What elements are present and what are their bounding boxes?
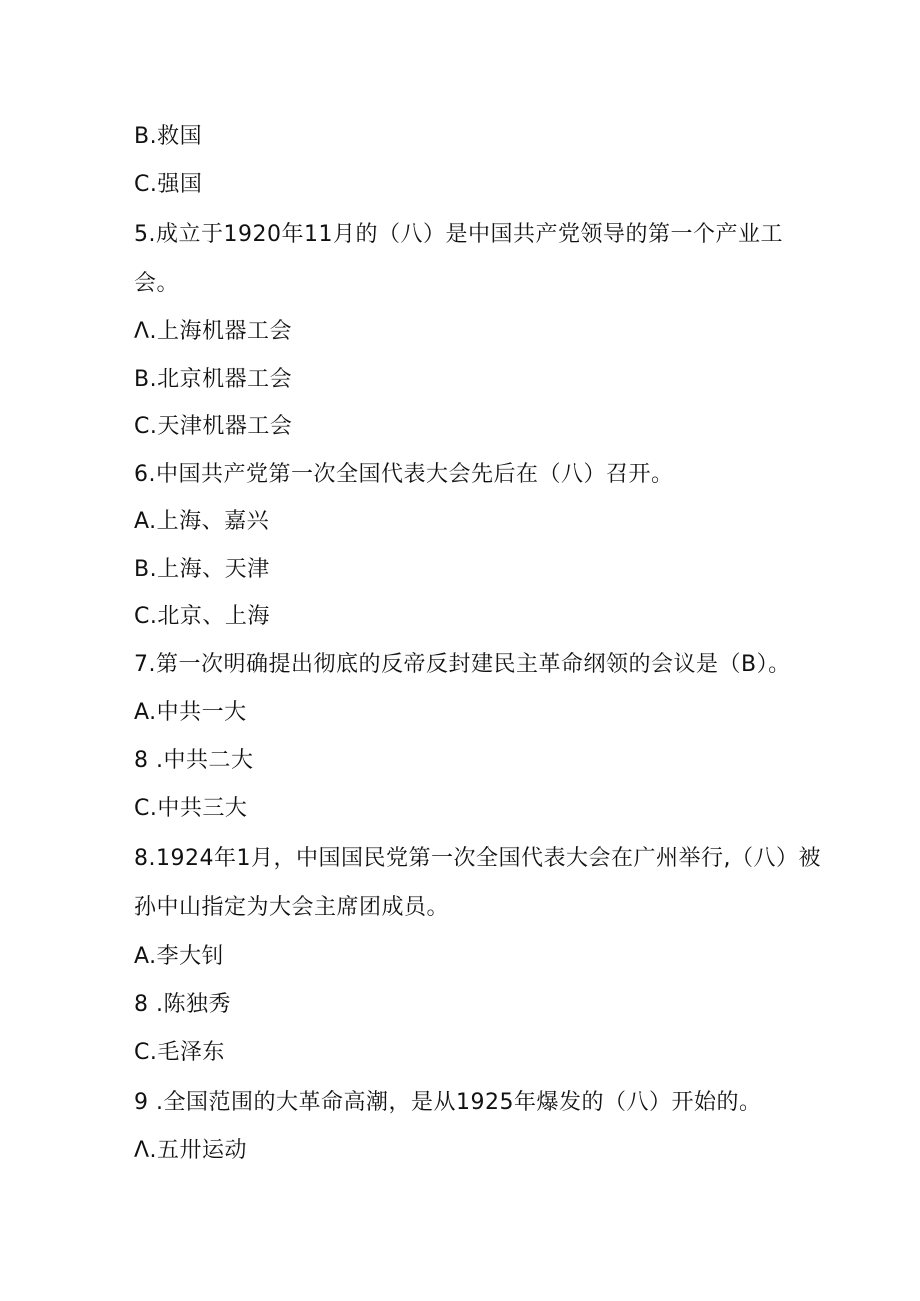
option-line: Λ.五卅运动 <box>134 1138 248 1163</box>
option-line: A.上海、嘉兴 <box>134 509 270 534</box>
option-line: A.中共一大 <box>134 700 247 725</box>
option-line: 8 .中共二大 <box>134 748 254 773</box>
question-line: 8.1924年1月，中国国民党第一次全国代表大会在广州举行,（八）被 <box>134 846 821 871</box>
option-line: B.北京机器工会 <box>134 367 293 392</box>
option-line: Λ.上海机器工会 <box>134 319 293 344</box>
option-line: C.强国 <box>134 172 203 197</box>
question-line-continuation: 会。 <box>134 271 180 296</box>
question-line: 9 .全国范围的大革命高潮，是从1925年爆发的（八）开始的。 <box>134 1090 762 1115</box>
option-line: B.救国 <box>134 124 203 149</box>
option-line: A.李大钊 <box>134 944 225 969</box>
question-line-continuation: 孙中山指定为大会主席团成员。 <box>134 895 450 920</box>
option-line: 8 .陈独秀 <box>134 992 231 1017</box>
option-line: C.中共三大 <box>134 796 248 821</box>
option-line: C.天津机器工会 <box>134 414 293 439</box>
question-line: 7.第一次明确提出彻底的反帝反封建民主革命纲领的会议是（B）。 <box>134 652 791 677</box>
question-line: 6.中国共产党第一次全国代表大会先后在（八）召开。 <box>134 462 674 487</box>
option-line: B.上海、天津 <box>134 557 270 582</box>
option-line: C.毛泽东 <box>134 1040 225 1065</box>
option-line: C.北京、上海 <box>134 604 270 629</box>
question-line: 5.成立于1920年11月的（八）是中国共产党领导的第一个产业工 <box>134 222 783 247</box>
